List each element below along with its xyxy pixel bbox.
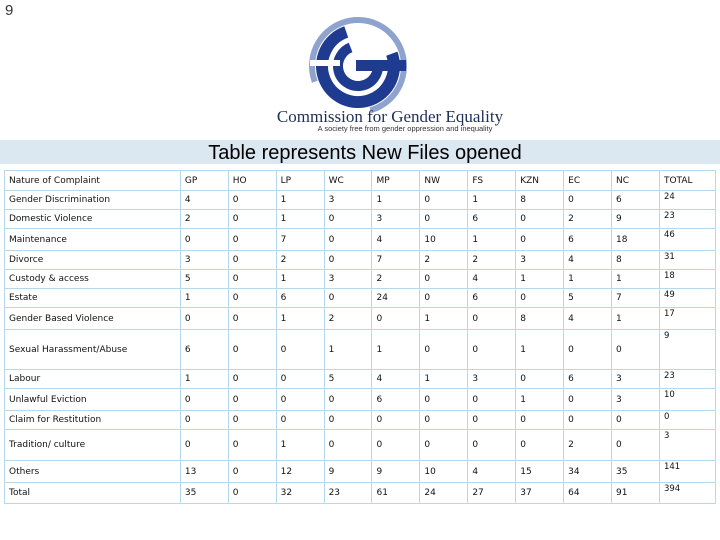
total-cell: 0 <box>659 411 715 430</box>
count-cell: 3 <box>180 251 228 270</box>
count-cell: 0 <box>324 430 372 461</box>
total-cell: 10 <box>659 389 715 411</box>
count-cell: 0 <box>228 191 276 210</box>
header-wc: WC <box>324 171 372 191</box>
count-cell: 1 <box>516 389 564 411</box>
count-cell: 0 <box>324 229 372 251</box>
count-cell: 0 <box>612 330 660 370</box>
count-cell: 5 <box>324 370 372 389</box>
count-cell: 0 <box>180 308 228 330</box>
count-cell: 8 <box>516 191 564 210</box>
count-cell: 0 <box>420 191 468 210</box>
complaint-name-cell: Others <box>5 461 181 483</box>
count-cell: 1 <box>420 370 468 389</box>
count-cell: 1 <box>324 330 372 370</box>
count-cell: 0 <box>228 270 276 289</box>
table-title: Table represents New Files opened <box>208 142 522 164</box>
count-cell: 0 <box>228 330 276 370</box>
organization-name: Commission for Gender Equality <box>276 107 504 126</box>
count-cell: 0 <box>420 210 468 229</box>
complaint-name-cell: Estate <box>5 289 181 308</box>
total-cell: 49 <box>659 289 715 308</box>
header-lp: LP <box>276 171 324 191</box>
complaint-name-cell: Total <box>5 483 181 504</box>
count-cell: 2 <box>180 210 228 229</box>
total-cell: 23 <box>659 210 715 229</box>
table-row <box>5 210 716 229</box>
count-cell: 0 <box>276 389 324 411</box>
count-cell: 4 <box>468 461 516 483</box>
count-cell: 0 <box>420 389 468 411</box>
table-row <box>5 370 716 389</box>
count-cell: 1 <box>612 270 660 289</box>
total-cell: 31 <box>659 251 715 270</box>
total-cell: 17 <box>659 308 715 330</box>
count-cell: 0 <box>420 330 468 370</box>
count-cell: 61 <box>372 483 420 504</box>
count-cell: 2 <box>468 251 516 270</box>
complaint-name-cell: Gender Based Violence <box>5 308 181 330</box>
count-cell: 0 <box>516 289 564 308</box>
count-cell: 9 <box>612 210 660 229</box>
header-total: TOTAL <box>659 171 715 191</box>
table-row <box>5 191 716 210</box>
total-cell: 394 <box>659 483 715 504</box>
count-cell: 0 <box>372 411 420 430</box>
count-cell: 0 <box>228 461 276 483</box>
count-cell: 0 <box>372 308 420 330</box>
count-cell: 6 <box>372 389 420 411</box>
complaint-name-cell: Gender Discrimination <box>5 191 181 210</box>
total-cell: 9 <box>659 330 715 370</box>
count-cell: 0 <box>276 370 324 389</box>
count-cell: 0 <box>180 389 228 411</box>
table-row <box>5 270 716 289</box>
count-cell: 34 <box>564 461 612 483</box>
count-cell: 1 <box>276 270 324 289</box>
count-cell: 10 <box>420 461 468 483</box>
count-cell: 24 <box>372 289 420 308</box>
count-cell: 0 <box>324 210 372 229</box>
count-cell: 0 <box>276 330 324 370</box>
count-cell: 6 <box>468 289 516 308</box>
complaint-name-cell: Unlawful Eviction <box>5 389 181 411</box>
complaint-name-cell: Tradition/ culture <box>5 430 181 461</box>
table-row <box>5 289 716 308</box>
count-cell: 1 <box>468 229 516 251</box>
count-cell: 0 <box>324 289 372 308</box>
count-cell: 32 <box>276 483 324 504</box>
total-cell: 46 <box>659 229 715 251</box>
count-cell: 9 <box>324 461 372 483</box>
count-cell: 0 <box>228 289 276 308</box>
count-cell: 91 <box>612 483 660 504</box>
count-cell: 1 <box>276 210 324 229</box>
count-cell: 3 <box>516 251 564 270</box>
table-row <box>5 251 716 270</box>
count-cell: 0 <box>516 370 564 389</box>
count-cell: 0 <box>420 411 468 430</box>
total-cell: 23 <box>659 370 715 389</box>
count-cell: 0 <box>372 430 420 461</box>
count-cell: 0 <box>324 251 372 270</box>
count-cell: 0 <box>612 430 660 461</box>
count-cell: 35 <box>612 461 660 483</box>
count-cell: 1 <box>468 191 516 210</box>
count-cell: 24 <box>420 483 468 504</box>
count-cell: 0 <box>228 370 276 389</box>
slide-number: 9 <box>5 2 14 19</box>
count-cell: 2 <box>372 270 420 289</box>
header-fs: FS <box>468 171 516 191</box>
count-cell: 0 <box>516 210 564 229</box>
count-cell: 0 <box>516 430 564 461</box>
count-cell: 0 <box>324 389 372 411</box>
count-cell: 0 <box>420 289 468 308</box>
count-cell: 8 <box>612 251 660 270</box>
count-cell: 15 <box>516 461 564 483</box>
header-ho: HO <box>228 171 276 191</box>
header-mp: MP <box>372 171 420 191</box>
count-cell: 0 <box>468 308 516 330</box>
count-cell: 1 <box>420 308 468 330</box>
complaint-name-cell: Domestic Violence <box>5 210 181 229</box>
count-cell: 1 <box>372 330 420 370</box>
count-cell: 0 <box>228 411 276 430</box>
table-row <box>5 411 716 430</box>
total-cell: 18 <box>659 270 715 289</box>
count-cell: 0 <box>180 411 228 430</box>
table-row <box>5 229 716 251</box>
header-nc: NC <box>612 171 660 191</box>
cge-logo-icon <box>304 16 412 116</box>
count-cell: 64 <box>564 483 612 504</box>
count-cell: 0 <box>564 411 612 430</box>
table-row <box>5 461 716 483</box>
count-cell: 10 <box>420 229 468 251</box>
table-row <box>5 308 716 330</box>
count-cell: 37 <box>516 483 564 504</box>
count-cell: 2 <box>276 251 324 270</box>
count-cell: 1 <box>516 330 564 370</box>
count-cell: 4 <box>180 191 228 210</box>
count-cell: 0 <box>228 430 276 461</box>
count-cell: 1 <box>276 191 324 210</box>
count-cell: 1 <box>612 308 660 330</box>
count-cell: 0 <box>420 430 468 461</box>
count-cell: 6 <box>276 289 324 308</box>
count-cell: 0 <box>180 229 228 251</box>
count-cell: 0 <box>228 308 276 330</box>
count-cell: 18 <box>612 229 660 251</box>
count-cell: 0 <box>468 330 516 370</box>
count-cell: 8 <box>516 308 564 330</box>
count-cell: 4 <box>468 270 516 289</box>
count-cell: 3 <box>468 370 516 389</box>
count-cell: 0 <box>420 270 468 289</box>
count-cell: 0 <box>228 251 276 270</box>
count-cell: 5 <box>180 270 228 289</box>
table-row <box>5 389 716 411</box>
table-header-row <box>5 171 716 191</box>
count-cell: 0 <box>228 229 276 251</box>
count-cell: 5 <box>564 289 612 308</box>
count-cell: 4 <box>564 308 612 330</box>
count-cell: 3 <box>612 370 660 389</box>
count-cell: 6 <box>564 370 612 389</box>
count-cell: 1 <box>516 270 564 289</box>
organization-tagline: A society free from gender oppression and inequality <box>317 124 493 133</box>
count-cell: 1 <box>564 270 612 289</box>
total-cell: 141 <box>659 461 715 483</box>
count-cell: 35 <box>180 483 228 504</box>
count-cell: 9 <box>372 461 420 483</box>
count-cell: 0 <box>564 389 612 411</box>
count-cell: 2 <box>420 251 468 270</box>
count-cell: 2 <box>324 308 372 330</box>
header-nature-of-complaint: Nature of Complaint <box>5 171 181 191</box>
table-body <box>5 191 716 504</box>
count-cell: 0 <box>228 483 276 504</box>
count-cell: 7 <box>276 229 324 251</box>
count-cell: 3 <box>324 191 372 210</box>
count-cell: 0 <box>228 389 276 411</box>
new-files-table <box>4 170 716 504</box>
count-cell: 1 <box>372 191 420 210</box>
total-cell: 3 <box>659 430 715 461</box>
table-row <box>5 330 716 370</box>
header-gp: GP <box>180 171 228 191</box>
count-cell: 4 <box>372 229 420 251</box>
complaint-name-cell: Sexual Harassment/Abuse <box>5 330 181 370</box>
complaint-name-cell: Claim for Restitution <box>5 411 181 430</box>
count-cell: 12 <box>276 461 324 483</box>
count-cell: 0 <box>564 191 612 210</box>
count-cell: 0 <box>276 411 324 430</box>
count-cell: 4 <box>372 370 420 389</box>
count-cell: 1 <box>180 370 228 389</box>
count-cell: 27 <box>468 483 516 504</box>
count-cell: 23 <box>324 483 372 504</box>
complaint-name-cell: Labour <box>5 370 181 389</box>
count-cell: 0 <box>468 430 516 461</box>
table-row <box>5 483 716 504</box>
count-cell: 0 <box>564 330 612 370</box>
complaint-name-cell: Maintenance <box>5 229 181 251</box>
count-cell: 0 <box>516 229 564 251</box>
count-cell: 6 <box>468 210 516 229</box>
header-ec: EC <box>564 171 612 191</box>
count-cell: 2 <box>564 430 612 461</box>
count-cell: 6 <box>180 330 228 370</box>
table-row <box>5 430 716 461</box>
count-cell: 3 <box>372 210 420 229</box>
count-cell: 1 <box>276 308 324 330</box>
count-cell: 0 <box>516 411 564 430</box>
complaint-name-cell: Divorce <box>5 251 181 270</box>
count-cell: 0 <box>612 411 660 430</box>
count-cell: 6 <box>612 191 660 210</box>
count-cell: 0 <box>180 430 228 461</box>
count-cell: 0 <box>468 389 516 411</box>
complaint-name-cell: Custody & access <box>5 270 181 289</box>
header-nw: NW <box>420 171 468 191</box>
count-cell: 4 <box>564 251 612 270</box>
header-kzn: KZN <box>516 171 564 191</box>
count-cell: 1 <box>276 430 324 461</box>
count-cell: 1 <box>180 289 228 308</box>
count-cell: 6 <box>564 229 612 251</box>
total-cell: 24 <box>659 191 715 210</box>
count-cell: 2 <box>564 210 612 229</box>
count-cell: 0 <box>228 210 276 229</box>
count-cell: 3 <box>612 389 660 411</box>
count-cell: 13 <box>180 461 228 483</box>
count-cell: 7 <box>612 289 660 308</box>
count-cell: 7 <box>372 251 420 270</box>
count-cell: 0 <box>468 411 516 430</box>
count-cell: 3 <box>324 270 372 289</box>
count-cell: 0 <box>324 411 372 430</box>
